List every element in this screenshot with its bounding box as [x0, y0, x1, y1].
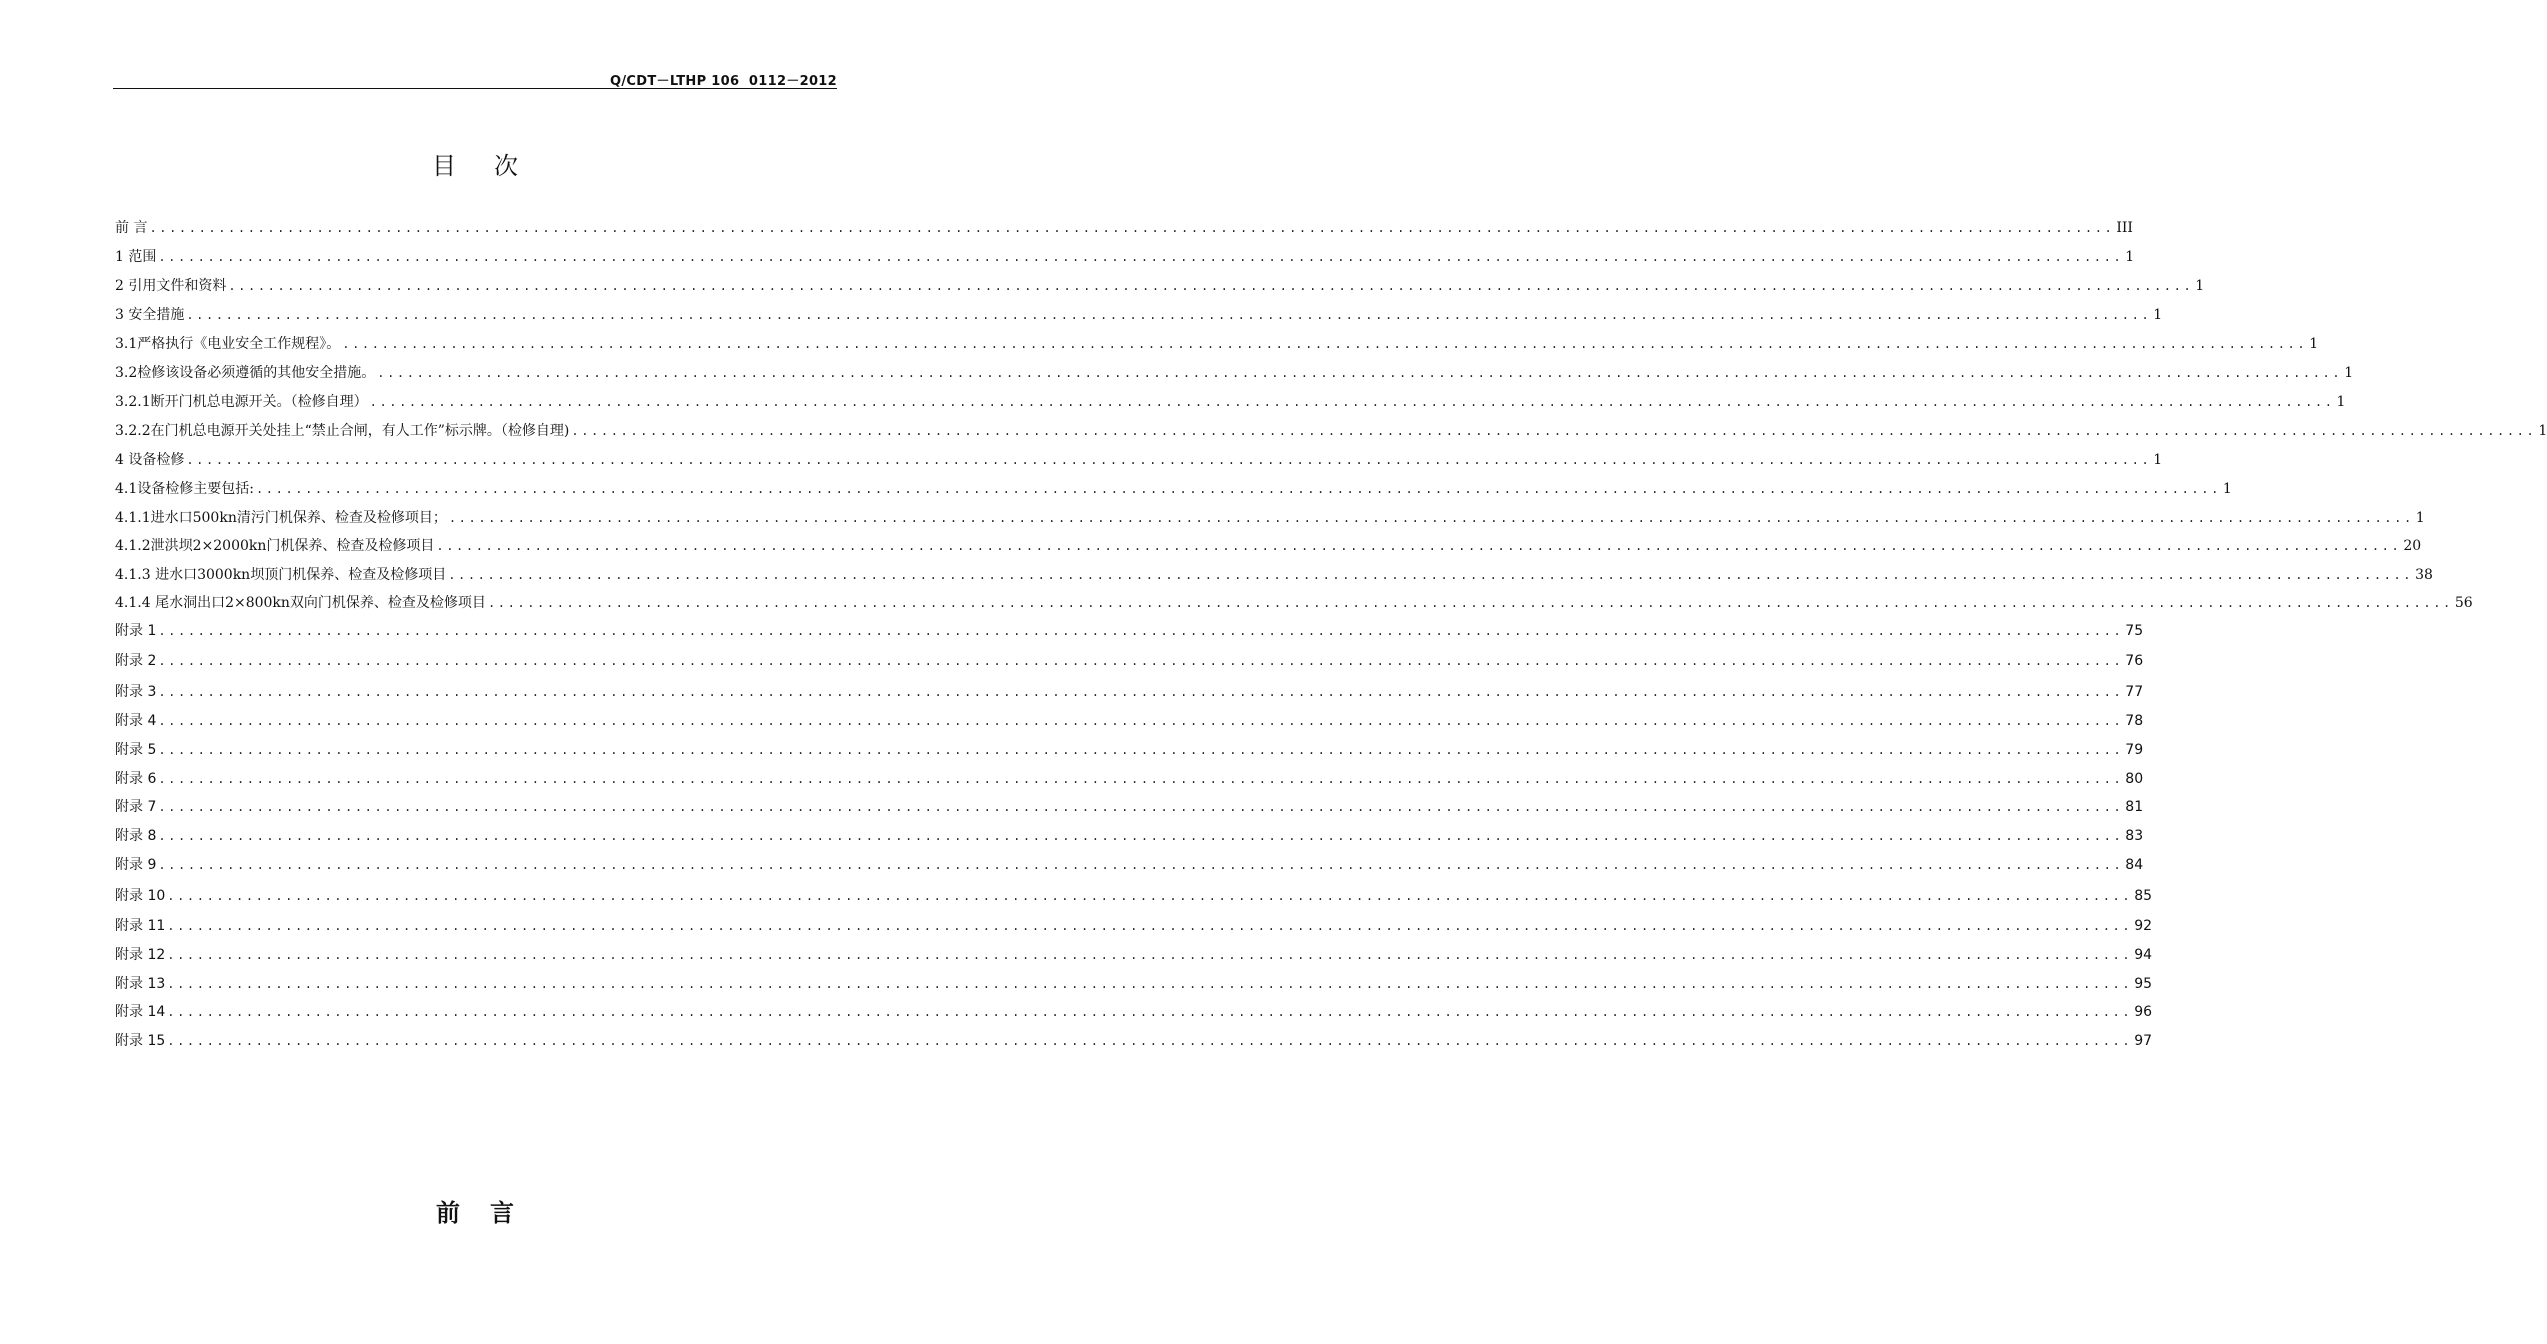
toc-entry-appendix[interactable]: [115, 916, 2153, 936]
toc-entry-page: 1: [2125, 249, 2135, 265]
toc-entry-appendix[interactable]: [115, 945, 2153, 965]
toc-entry-label[interactable]: 4.1.4 尾水洞出口2×800kn双向门机保养、检查及检修项目: [115, 595, 486, 611]
foreword-title-char-1: 前: [436, 1199, 460, 1227]
toc-leader-dots: ........................................................................................................................................................................................................: [487, 596, 2453, 610]
toc-entry-page: 38: [2415, 567, 2433, 583]
toc-leader-dots: ........................................................................................................................................................................................................: [228, 279, 2194, 293]
toc-entry-page: 92: [2134, 918, 2153, 934]
toc-entry-page: 1: [2344, 365, 2354, 381]
toc-leader-dots: ........................................................................................................................................................................................................: [167, 1034, 2133, 1048]
toc-entry-label[interactable]: 附录 12: [115, 947, 166, 963]
toc-entry-page: 78: [2125, 713, 2144, 729]
toc-entry-label[interactable]: 3.2.2在门机总电源开关处挂上“禁止合闸，有人工作”标示牌。（检修自理): [115, 423, 570, 439]
foreword-title: [0, 1193, 950, 1228]
toc-entry-page: 1: [2153, 452, 2163, 468]
toc-entry-label[interactable]: 前 言: [115, 220, 148, 236]
toc-entry-label[interactable]: 3.1严格执行《电业安全工作规程》。: [115, 336, 341, 352]
toc-leader-dots: ........................................................................................................................................................................................................: [158, 714, 2124, 728]
toc-entry-label[interactable]: 4.1.1进水口500kn清污门机保养、检查及检修项目；: [115, 510, 447, 526]
toc-leader-dots: ........................................................................................................................................................................................................: [167, 889, 2133, 903]
toc-entry-appendix[interactable]: [115, 1002, 2153, 1022]
toc-entry-page: 1: [2309, 336, 2319, 352]
toc-entry-label[interactable]: 3.2.1断开门机总电源开关。（检修自理）: [115, 394, 368, 410]
toc-entry-appendix[interactable]: [115, 886, 2153, 906]
toc-entry-label[interactable]: 附录 6: [115, 771, 157, 787]
toc-entry[interactable]: [115, 421, 2547, 441]
toc-entry[interactable]: [115, 363, 2354, 383]
toc-title: [0, 146, 950, 181]
toc-entry-page: 1: [2538, 423, 2547, 439]
toc-leader-dots: ........................................................................................................................................................................................................: [167, 977, 2133, 991]
toc-entry-label[interactable]: 1 范围: [115, 249, 157, 265]
document-code: Q/CDT－LTHP 106 0112－2012: [610, 74, 837, 89]
toc-entry-page: 97: [2134, 1033, 2153, 1049]
toc-leader-dots: ........................................................................................................................................................................................................: [377, 366, 2343, 380]
toc-entry-label[interactable]: 附录 4: [115, 713, 157, 729]
toc-leader-dots: ........................................................................................................................................................................................................: [342, 337, 2308, 351]
toc-leader-dots: ........................................................................................................................................................................................................: [186, 308, 2152, 322]
toc-entry-label[interactable]: 附录 13: [115, 976, 166, 992]
toc-entry-label[interactable]: 附录 9: [115, 857, 157, 873]
toc-entry-label[interactable]: 附录 3: [115, 684, 157, 700]
foreword-title-char-2: 言: [490, 1199, 514, 1227]
toc-entry-appendix[interactable]: [115, 826, 2144, 846]
toc-entry-label[interactable]: 附录 1: [115, 623, 157, 639]
toc-entry-appendix[interactable]: [115, 797, 2144, 817]
toc-entry-label[interactable]: 附录 15: [115, 1033, 166, 1049]
toc-entry-page: 83: [2125, 828, 2144, 844]
toc-entry-label[interactable]: 附录 8: [115, 828, 157, 844]
toc-entry[interactable]: [115, 334, 2319, 354]
toc-entry-page: 1: [2222, 481, 2232, 497]
toc-entry-page: 20: [2403, 538, 2422, 554]
toc-entry-page: 96: [2134, 1004, 2153, 1020]
toc-leader-dots: ........................................................................................................................................................................................................: [369, 395, 2335, 409]
toc-entry-label[interactable]: 3 安全措施: [115, 307, 185, 323]
toc-entry-page: 1: [2153, 307, 2163, 323]
toc-entry-appendix[interactable]: [115, 740, 2144, 760]
toc-entry-appendix[interactable]: [115, 974, 2153, 994]
toc-entry-page: 84: [2125, 857, 2144, 873]
toc-leader-dots: ........................................................................................................................................................................................................: [158, 858, 2124, 872]
toc-entry-appendix[interactable]: [115, 711, 2144, 731]
toc-title-char-2: 次: [494, 152, 518, 180]
toc-entry-appendix[interactable]: [115, 769, 2144, 789]
toc-leader-dots: ........................................................................................................................................................................................................: [158, 654, 2124, 668]
toc-entry-label[interactable]: 附录 14: [115, 1004, 166, 1020]
toc-leader-dots: ........................................................................................................................................................................................................: [448, 568, 2414, 582]
toc-entry[interactable]: [115, 508, 2425, 528]
toc-leader-dots: ........................................................................................................................................................................................................: [167, 1005, 2133, 1019]
toc-entry-label[interactable]: 4.1.3 进水口3000kn坝顶门机保养、检查及检修项目: [115, 567, 447, 583]
toc-entry-label[interactable]: 附录 5: [115, 742, 157, 758]
toc-entry[interactable]: [115, 565, 2433, 585]
toc-entry-appendix[interactable]: [115, 682, 2144, 702]
toc-entry-label[interactable]: 附录 10: [115, 888, 166, 904]
toc-entry-appendix[interactable]: [115, 651, 2144, 671]
toc-leader-dots: ........................................................................................................................................................................................................: [167, 948, 2133, 962]
toc-leader-dots: ........................................................................................................................................................................................................: [158, 624, 2124, 638]
toc-entry-label[interactable]: 附录 2: [115, 653, 157, 669]
toc-entry-appendix[interactable]: [115, 621, 2144, 641]
toc-leader-dots: ........................................................................................................................................................................................................: [436, 539, 2402, 553]
toc-entry-page: 94: [2134, 947, 2153, 963]
toc-entry-page: 56: [2454, 595, 2473, 611]
toc-entry-label[interactable]: 4.1.2泄洪坝2×2000kn门机保养、检查及检修项目: [115, 538, 435, 554]
toc-entry-page: 95: [2134, 976, 2153, 992]
toc-entry-page: 1: [2195, 278, 2205, 294]
toc-entry-appendix[interactable]: [115, 1031, 2153, 1051]
toc-title-char-1: 目: [432, 152, 456, 180]
toc-leader-dots: ........................................................................................................................................................................................................: [158, 772, 2124, 786]
toc-entry-label[interactable]: 附录 11: [115, 918, 166, 934]
toc-entry[interactable]: [115, 593, 2473, 613]
toc-leader-dots: ........................................................................................................................................................................................................: [158, 800, 2124, 814]
toc-entry-page: 81: [2125, 799, 2144, 815]
toc-leader-dots: ........................................................................................................................................................................................................: [158, 250, 2124, 264]
toc-entry[interactable]: [115, 276, 2205, 296]
toc-entry-appendix[interactable]: [115, 855, 2144, 875]
toc-entry[interactable]: [115, 536, 2422, 556]
toc-leader-dots: ........................................................................................................................................................................................................: [158, 829, 2124, 843]
toc-entry-label[interactable]: 4 设备检修: [115, 452, 185, 468]
toc-entry-label[interactable]: 附录 7: [115, 799, 157, 815]
toc-entry-page: III: [2116, 220, 2133, 236]
toc-entry[interactable]: [115, 450, 2163, 470]
toc-entry[interactable]: [115, 218, 2133, 238]
toc-entry[interactable]: [115, 392, 2346, 412]
toc-leader-dots: ........................................................................................................................................................................................................: [167, 919, 2133, 933]
toc-entry-label[interactable]: 4.1设备检修主要包括:: [115, 481, 254, 497]
toc-leader-dots: ........................................................................................................................................................................................................: [448, 511, 2414, 525]
toc-leader-dots: ........................................................................................................................................................................................................: [149, 221, 2115, 235]
toc-leader-dots: ........................................................................................................................................................................................................: [158, 685, 2124, 699]
toc-entry-page: 1: [2415, 510, 2425, 526]
toc-entry-page: 75: [2125, 623, 2144, 639]
toc-entry-page: 1: [2336, 394, 2346, 410]
toc-leader-dots: ........................................................................................................................................................................................................: [186, 453, 2152, 467]
toc-entry-page: 80: [2125, 771, 2144, 787]
toc-entry[interactable]: [115, 479, 2232, 499]
toc-entry[interactable]: [115, 247, 2135, 267]
toc-entry-page: 79: [2125, 742, 2144, 758]
toc-entry[interactable]: [115, 305, 2163, 325]
toc-entry-label[interactable]: 3.2检修该设备必须遵循的其他安全措施。: [115, 365, 376, 381]
header-rule: [113, 88, 837, 89]
toc-entry-label[interactable]: 2 引用文件和资料: [115, 278, 227, 294]
toc-leader-dots: ........................................................................................................................................................................................................: [571, 424, 2537, 438]
toc-entry-page: 76: [2125, 653, 2144, 669]
toc-leader-dots: ........................................................................................................................................................................................................: [255, 482, 2221, 496]
toc-leader-dots: ........................................................................................................................................................................................................: [158, 743, 2124, 757]
toc-entry-page: 85: [2134, 888, 2153, 904]
toc-entry-page: 77: [2125, 684, 2144, 700]
